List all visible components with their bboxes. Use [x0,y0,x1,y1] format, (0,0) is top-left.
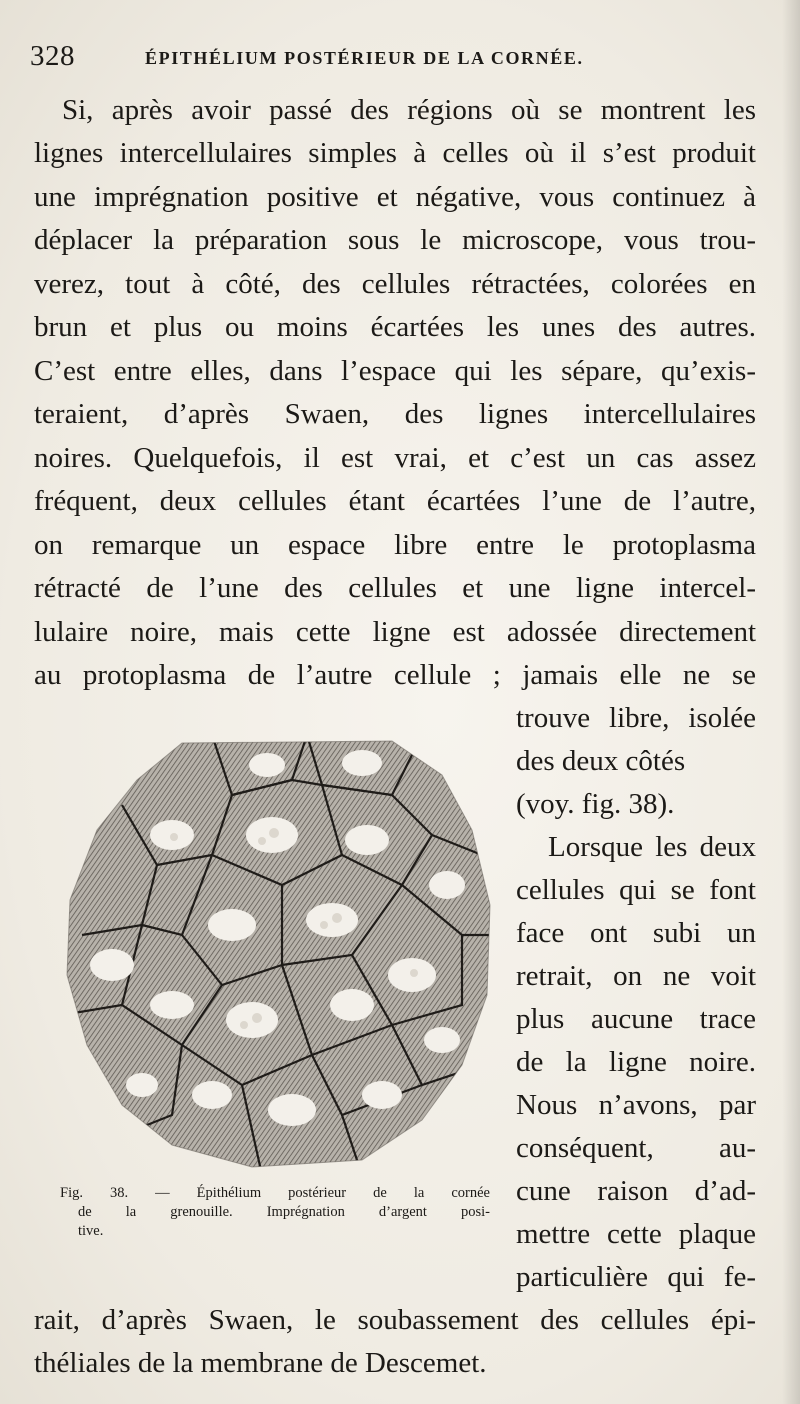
body-line: rait, d’après Swaen, le soubassement des cellules épi- [34,1304,756,1336]
body-line: au protoplasma de l’autre cellule ; jamais elle ne se [34,659,756,691]
side-line: mettre cette plaque [516,1218,756,1250]
body-line: verez, tout à côté, des cellules rétractées, colorées en [34,268,756,300]
side-line: particulière qui fe- [516,1261,756,1293]
body-line: noires. Quelquefois, il est vrai, et c’est un cas assez [34,442,756,474]
body-line: fréquent, deux cellules étant écartées l’une de l’autre, [34,485,756,517]
body-line: C’est entre elles, dans l’espace qui les sépare, qu’exis- [34,355,756,387]
page-number: 328 [30,40,75,72]
side-line: de la ligne noire. [516,1046,756,1078]
page-edge-shadow [782,0,800,1404]
side-line: Nous n’avons, par [516,1089,756,1121]
side-line: des deux côtés [516,745,686,777]
side-line: conséquent, au- [516,1132,756,1164]
side-line: plus aucune trace [516,1003,756,1035]
side-line: (voy. fig. 38). [516,788,675,820]
body-line: déplacer la préparation sous le microscope, vous trou- [34,224,756,256]
body-line: on remarque un espace libre entre le protoplasma [34,529,756,561]
body-line: lulaire noire, mais cette ligne est adossée directement [34,616,756,648]
body-line: théliales de la membrane de Descemet. [34,1347,487,1379]
side-line: retrait, on ne voit [516,960,756,992]
body-line: rétracté de l’une des cellules et une ligne intercel- [34,572,756,604]
caption-line: de la grenouille. Imprégnation d’argent posi- [78,1204,490,1220]
side-line: cellules qui se font [516,874,756,906]
figure-38-illustration [62,735,494,1175]
body-line: Si, après avoir passé des régions où se montrent les [62,94,756,126]
body-line: brun et plus ou moins écartées les unes des autres. [34,311,756,343]
body-line: lignes intercellulaires simples à celles où il s’est produit [34,137,756,169]
caption-line: Fig. 38. — Épithélium postérieur de la cornée [60,1185,490,1201]
page-header [30,40,750,80]
running-title: ÉPITHÉLIUM POSTÉRIEUR DE LA CORNÉE. [145,48,584,68]
side-line: face ont subi un [516,917,756,949]
caption-line: tive. [78,1223,104,1239]
figure-caption [60,1184,490,1241]
body-line: teraient, d’après Swaen, des lignes intercellulaires [34,398,756,430]
side-line: cune raison d’ad- [516,1175,756,1207]
side-line: Lorsque les deux [548,831,756,863]
side-line: trouve libre, isolée [516,702,756,734]
body-line: une imprégnation positive et négative, vous continuez à [34,181,756,213]
cell-mosaic-engraving [62,735,494,1175]
